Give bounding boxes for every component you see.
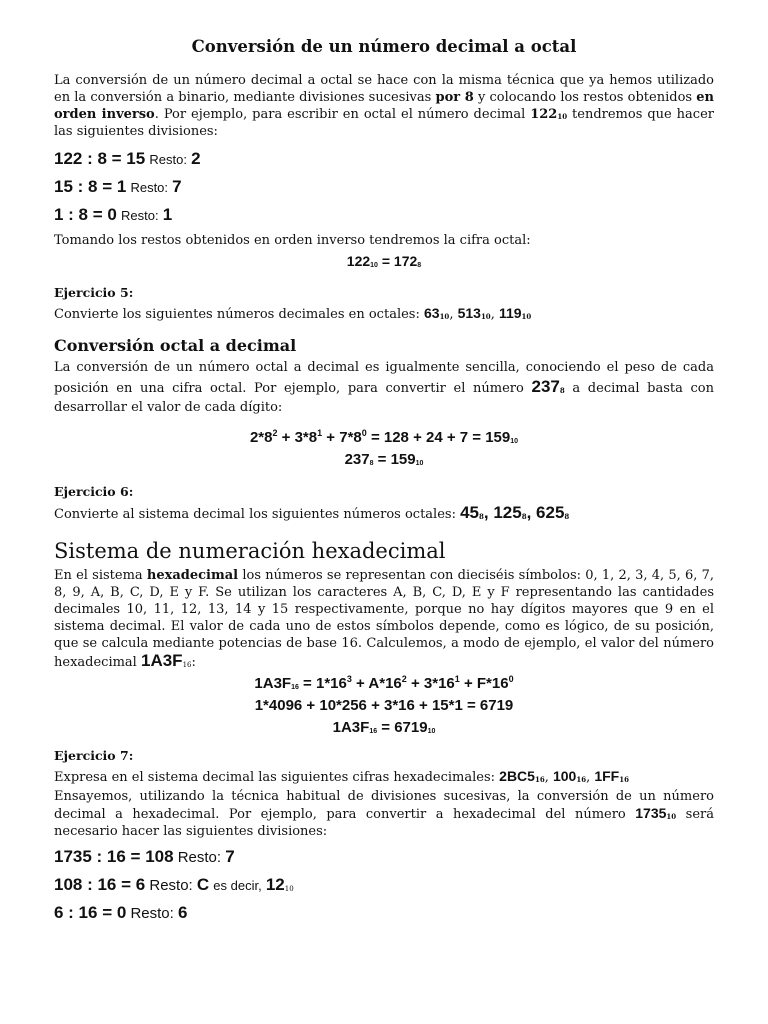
intro-paragraph <box>54 72 714 140</box>
section-heading-hexadecimal: Sistema de numeración hexadecimal <box>54 539 446 563</box>
resto-value: 7 <box>225 847 235 866</box>
division-expression: 1 : 8 = 0 <box>54 205 117 224</box>
formula-part: 2*8 <box>249 429 273 446</box>
intro-bold-2: en orden inverso <box>54 90 715 122</box>
resto-value: 1 <box>162 205 173 224</box>
division-expression: 1735 : 16 = 108 <box>54 847 174 866</box>
formula-base: 10 <box>510 438 519 445</box>
intro-bold-1: por 8 <box>435 90 474 105</box>
exercise-number: 100 <box>552 768 577 784</box>
exercise-base: 16 <box>534 775 545 784</box>
resto-label: Resto: <box>149 152 187 167</box>
formula-exponent: 3 <box>346 674 352 684</box>
paragraph-text: La conversión de un número octal a decimal es igualmente sencilla, conociendo el peso de cada posición en una cifra octal. Por ejemplo, para convertir el número <box>54 360 714 396</box>
hex-conversion-paragraph <box>54 788 714 840</box>
exercise-6-text: Convierte al sistema decimal los siguientes números octales: $45_8$, $125_8$, $625_8$ <box>54 503 570 522</box>
resto-label: Resto: <box>177 849 222 866</box>
paragraph-number: 1735 <box>635 805 667 821</box>
formula-part: = 6719 <box>377 719 428 736</box>
paragraph-text: los números se representan con dieciséis símbolos: 0, 1, 2, 3, 4, 5, 6, 7, 8, 9, A, B, C, D, E y F. Se utilizan los caracteres A, B, C, D, E y F representando las cantidades decimales 10, 11, 12, 13, 14 y 15 respectivamente, porque no hay dígitos mayores que 9 en el sistema decimal. El valor de cada uno de estos símbolos depende, como es lógico, de su posición, que se calcula mediante potencias de base 16. Calculemos, a modo de ejemplo, el valor del número hexadecimal <box>54 568 714 670</box>
formula-part: + 3*8 <box>277 429 318 446</box>
formula-exponent: 2 <box>272 428 278 438</box>
division-expression: 15 : 8 = 1 <box>54 177 127 196</box>
exercise-5-label: Ejercicio 5: <box>54 285 134 300</box>
formula-exponent: 0 <box>361 428 367 438</box>
formula-part: 237 <box>344 451 370 468</box>
resto-value: 7 <box>172 177 182 196</box>
result-equals: = 172 <box>377 253 418 269</box>
formula-base: 10 <box>427 728 436 735</box>
exercise-number: 63 <box>423 305 440 321</box>
formula-part: + 3*16 <box>406 675 455 692</box>
paragraph-number: 237 <box>531 377 560 396</box>
exercise-number: 625 <box>536 503 565 522</box>
division-expression: 108 : 16 = 6 <box>54 875 146 894</box>
intro-text-2: y colocando los restos obtenidos <box>473 90 697 105</box>
exercise-number: 119 <box>498 305 522 321</box>
exercise-number: 1FF <box>594 768 620 784</box>
resto-label: Resto: <box>149 877 193 894</box>
inverse-text: Tomando los restos obtenidos en orden inverso tendremos la cifra octal: <box>54 233 531 248</box>
formula-exponent: 2 <box>401 674 407 684</box>
paragraph-text: a decimal basta con desarrollar el valor de cada dígito: <box>54 381 715 415</box>
exercise-6-label: Ejercicio 6: <box>54 484 134 499</box>
exercise-number: 125 <box>493 503 522 522</box>
intro-number: 122 <box>530 107 558 122</box>
hexadecimal-paragraph <box>54 567 714 671</box>
formula-exponent: 0 <box>508 674 514 684</box>
exercise-base: 10 <box>480 312 491 321</box>
intro-number-base: 10 <box>557 112 568 121</box>
hex-divisions <box>54 844 714 928</box>
paragraph-text: Ensayemos, utilizando la técnica habitual de divisiones sucesivas, la conversión de un número decimal a hexadecimal. Por ejemplo, para convertir a hexadecimal del número <box>54 789 714 822</box>
formula-base: 16 <box>369 728 378 735</box>
resto-value: 2 <box>191 149 201 168</box>
division-line <box>54 844 714 872</box>
resto-value: 6 <box>177 903 188 922</box>
formula-base: 10 <box>415 460 424 467</box>
paragraph-text: : <box>191 655 196 670</box>
result-number: 122 <box>346 253 371 269</box>
exercise-base: 8 <box>564 512 570 521</box>
intro-text-4: tendremos que hacer las siguientes divisiones: <box>54 107 714 139</box>
paragraph-base: 16 <box>182 661 192 669</box>
paragraph-bold: hexadecimal <box>146 568 239 583</box>
octal-result <box>54 253 714 270</box>
formula-part: 1A3F <box>254 675 292 692</box>
exercise-base: 8 <box>521 512 527 521</box>
exercise-text: Convierte al sistema decimal los siguientes números octales: <box>54 507 461 522</box>
section-heading-octal-decimal: Conversión octal a decimal <box>54 336 297 355</box>
exercise-7-text: Expresa en el sistema decimal las siguientes cifras hexadecimales: $2BC5_{16}$, $100_{16}$, $1FF_{16}$ <box>54 768 629 785</box>
paragraph-number: 1A3F <box>140 651 183 670</box>
exercise-base: 16 <box>619 775 629 784</box>
resto-extra-base: 10 <box>284 885 294 893</box>
exercise-number: 2BC5 <box>499 768 535 784</box>
exercise-7-label: Ejercicio 7: <box>54 748 134 763</box>
division-expression: 122 : 8 = 15 <box>54 149 146 168</box>
formula-part: + F*16 <box>459 675 509 692</box>
octal-expansion-formula <box>54 427 714 449</box>
division-line <box>54 146 714 174</box>
paragraph-base: 10 <box>666 812 677 821</box>
division-line <box>54 900 714 928</box>
resto-extra-number: 12 <box>265 875 285 894</box>
division-expression: 6 : 16 = 0 <box>54 903 127 922</box>
resto-value: C <box>196 875 210 894</box>
hex-result-formula <box>54 717 714 739</box>
exercise-text: Expresa en el sistema decimal las siguientes cifras hexadecimales: <box>54 770 500 785</box>
intro-text-1: La conversión de un número decimal a octal se hace con la misma técnica que ya hemos utilizado en la conversión a binario, mediante divisiones sucesivas <box>54 73 714 105</box>
resto-label: Resto: <box>121 208 159 223</box>
octal-divisions <box>54 146 714 230</box>
resto-label: Resto: <box>130 180 169 195</box>
exercise-base: 10 <box>439 312 450 321</box>
formula-base: 8 <box>369 460 374 467</box>
paragraph-base: 8 <box>559 386 565 395</box>
formula-part: + 7*8 <box>322 429 362 446</box>
paragraph-text: En el sistema <box>54 568 147 583</box>
formula-part: = 159 <box>373 451 416 468</box>
formula-part: = 128 + 24 + 7 = 159 <box>366 429 511 446</box>
paragraph-text: será necesario hacer las siguientes divisiones: <box>54 807 714 839</box>
page-title: Conversión de un número decimal a octal <box>191 37 577 56</box>
formula-part: 1A3F <box>332 719 370 736</box>
octal-result-formula <box>54 449 714 471</box>
exercise-base: 16 <box>576 775 587 784</box>
formula-base: 16 <box>291 684 299 691</box>
division-line <box>54 872 714 900</box>
formula-part: = 1*16 <box>298 675 347 692</box>
division-line <box>54 174 714 202</box>
formula-part: + A*16 <box>351 675 402 692</box>
intro-text-3: . Por ejemplo, para escribir en octal el número decimal <box>154 107 531 122</box>
exercise-5-text: Convierte los siguientes números decimales en octales: $63_{10}$, $513_{10}$, $119_{10}$ <box>54 305 532 322</box>
octal-decimal-paragraph <box>54 358 714 417</box>
exercise-text: Convierte los siguientes números decimales en octales: <box>54 307 424 322</box>
resto-label: Resto: <box>130 905 174 922</box>
hex-values-formula: 1*4096 + 10*256 + 3*16 + 15*1 = 6719 <box>254 697 514 714</box>
formula-exponent: 1 <box>454 674 460 684</box>
result-base: 8 <box>417 262 422 269</box>
exercise-base: 8 <box>479 512 484 521</box>
exercise-base: 10 <box>521 312 532 321</box>
exercise-number: 45 <box>460 503 480 522</box>
hex-expansion-formula <box>54 673 714 695</box>
formula-exponent: 1 <box>317 428 323 438</box>
result-base: 10 <box>370 262 378 269</box>
division-line <box>54 202 714 230</box>
exercise-number: 513 <box>457 305 481 321</box>
resto-extra-text: es decir, <box>213 878 262 893</box>
